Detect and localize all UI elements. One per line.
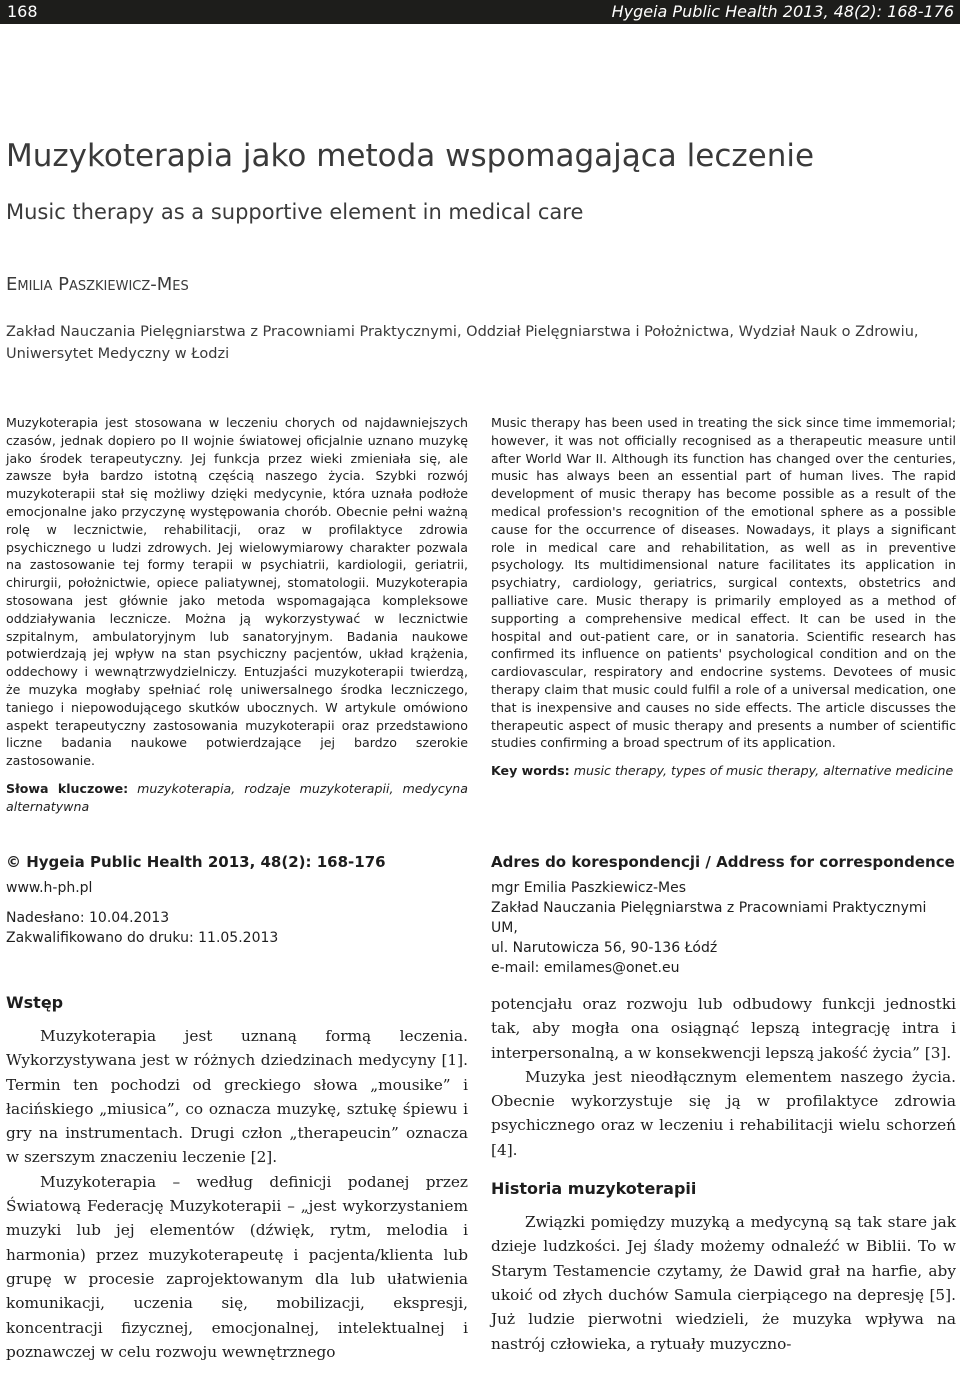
- body-paragraph: Muzyka jest nieodłącznym elementem naszego życia. Obecnie wykorzystuje się ją w profilaktyce zdrowia psychicznego oraz w leczeniu i rehabilitacji wielu schorzeń [4].: [491, 1067, 956, 1159]
- article-title-polish: Muzykoterapia jako metoda wspomagająca leczenie: [6, 138, 815, 174]
- abstract-polish-text: Muzykoterapia jest stosowana w leczeniu chorych od najdawniejszych czasów, jednak dopiero po II wojnie światowej oficjalnie uznano muzykę jako środek terapeutyczny. Jej funkcja przez wieki zmieniała się, ale zawsze była bardzo istotną częścią naszego życia. Szybki rozwój muzykoterapii stał się możliwy dzięki medycynie, która uznała podłoże emocjonalne jako przyczynę występowania chorób. Obecnie pełni ważną rolę w lecznictwie, rehabilitacji, oraz w profilaktyce zdrowia psychicznego u ludzi zdrowych. Jej wielowymiarowy charakter pozwala na zastosowanie tej formy terapii w psychiatrii, kardiologii, geriatrii, chirurgii, położnictwie, opiece paliatywnej, stomatologii. Muzykoterapia stosowana jest głównie jako metoda wspomagająca kompleksowe oddziaływania lecznicze. Można ją wykorzystywać w lecznictwie szpitalnym, ambulatoryjnym lub sanatoryjnym. Badania naukowe potwierdzają jej wpływ na stan psychiczny pacjentów, układ krążenia, oddechowy i wewnątrzwydzielniczy. Entuzjaści muzykoterapii twierdzą, że muzyka mogłaby spełniać rolę uniwersalnego środka leczniczego, taniego i niepowodującego skutków ubocznych. W artykule omówiono aspekt terapeutyczny zastosowania muzykoterapii oraz przedstawiono liczne badania naukowe potwierdzające jej bardzo szerokie zastosowanie.: [6, 415, 468, 769]
- correspondence-email[interactable]: e-mail: emilames@onet.eu: [491, 960, 680, 976]
- journal-citation: Hygeia Public Health 2013, 48(2): 168-176: [611, 2, 954, 21]
- body-column-left: [6, 992, 468, 1364]
- correspondence-title: Adres do korespondencji / Address for correspondence: [491, 853, 955, 871]
- keywords-label: Słowa kluczowe:: [6, 780, 129, 796]
- keywords-polish: [6, 780, 468, 816]
- correspondence-street: ul. Narutowicza 56, 90-136 Łódź: [491, 940, 718, 956]
- body-paragraph: Muzykoterapia – według definicji podanej przez Światową Federację Muzykoterapii – „jest wykorzystaniem muzyki lub jej elementów (dźwięk, rytm, melodia i harmonia) przez muzykoterapeutę i pacjenta/klienta lub grupę w procesie zaprojektowanym dla lub ułatwienia komunikacji, uczenia się, mobilizacji, ekspresji, koncentracji fizycznej, emocjonalnej, intelektualnej i poznawczej w celu rozwoju wewnętrznego: [6, 1172, 468, 1361]
- abstract-polish: [6, 414, 468, 816]
- submitted-date: Nadesłano: 10.04.2013: [6, 910, 170, 926]
- body-paragraph: Związki pomiędzy muzyką a medycyną są tak stare jak dzieje ludzkości. Jej ślady możemy odnaleźć w Biblii. To w Starym Testamencie czytamy, że Dawid grał na harfie, aby ukoić od złych duchów Samula cierpiącego na depresję [5]. Już ludzie pierwotni wiedzieli, że muzyka wpływa na nastrój człowieka, a rytuały muzyczno-: [491, 1213, 956, 1353]
- section-heading-history: Historia muzykoterapii: [491, 1179, 697, 1199]
- accepted-date: Zakwalifikowano do druku: 11.05.2013: [6, 930, 279, 946]
- correspondence-name: mgr Emilia Paszkiewicz-Mes: [491, 880, 686, 896]
- keywords-english: [491, 762, 956, 780]
- running-header: [0, 0, 960, 24]
- section-heading-intro: Wstęp: [6, 993, 64, 1012]
- abstract-english-text: Music therapy has been used in treating the sick since time immemorial; however, it was not officially recognised as a therapeutic measure until after World War II. Although its function has changed over the centuries, music has always been an essential part of human lives. The rapid development of music therapy has become possible as a result of the medical profession's recognition of the emotional sphere as a possible cause for the occurrence of diseases. Nowadays, it plays a significant role in medical care and rehabilitation, as well as in preventive psychology. Its multidimensional nature facilitates its application in psychiatry, cardiology, geriatrics, surgical contexts, obstetrics and palliative care. Music therapy is primarily employed as a method of supporting a comprehensive medical effect. It can be used in the hospital and out-patient care, or in sanatoria. Scientific research has confirmed its influence on patients' psychological condition and on the cardiovascular, respiratory and endocrine systems. Devotees of music therapy claim that music could fulfil a role of a universal medication, one that is inexpensive and causes no side effects. The article discusses the therapeutic aspect of music therapy and presents a number of scientific studies confirming a broad spectrum of its application.: [491, 415, 956, 751]
- keywords-value: music therapy, types of music therapy, alternative medicine: [573, 763, 954, 779]
- publication-info: [6, 852, 466, 948]
- correspondence-address: [491, 852, 956, 978]
- body-paragraph: Muzykoterapia jest uznaną formą leczenia. Wykorzystywana jest w różnych dziedzinach medycyny [1]. Termin ten pochodzi od greckiego słowa „mousike” i łacińskiego „miusica”, co oznacza muzykę, sztukę śpiewu i gry na instrumentach. Drugi człon „therapeucin” oznacza w szerszym znaczeniu leczenie [2].: [6, 1027, 468, 1167]
- body-paragraph: potencjału oraz rozwoju lub odbudowy funkcji jednostki tak, aby mogła ona osiągnąć lepszą integrację intra i interpersonalną, a w konsekwencji lepszą jakość życia” [3].: [491, 995, 956, 1062]
- author-affiliation: Zakład Nauczania Pielęgniarstwa z Pracowniami Praktycznymi, Oddział Pielęgniarstwa i Położnictwa, Wydział Nauk o Zdrowiu, Uniwersytet Medyczny w Łodzi: [6, 324, 919, 362]
- keywords-value: muzykoterapia, rodzaje muzykoterapii, medycyna alternatywna: [6, 780, 468, 814]
- keywords-label: Key words:: [491, 763, 570, 779]
- abstract-english: [491, 414, 956, 780]
- journal-website-link[interactable]: www.h-ph.pl: [6, 880, 93, 896]
- author-name: Emilia Paszkiewicz-Mes: [6, 274, 189, 295]
- copyright-line: © Hygeia Public Health 2013, 48(2): 168-176: [6, 853, 386, 871]
- correspondence-institution: Zakład Nauczania Pielęgniarstwa z Pracowniami Praktycznymi UM,: [491, 900, 927, 936]
- body-column-right: [491, 992, 956, 1356]
- article-title-english: Music therapy as a supportive element in medical care: [6, 200, 584, 224]
- page-number: 168: [7, 2, 38, 21]
